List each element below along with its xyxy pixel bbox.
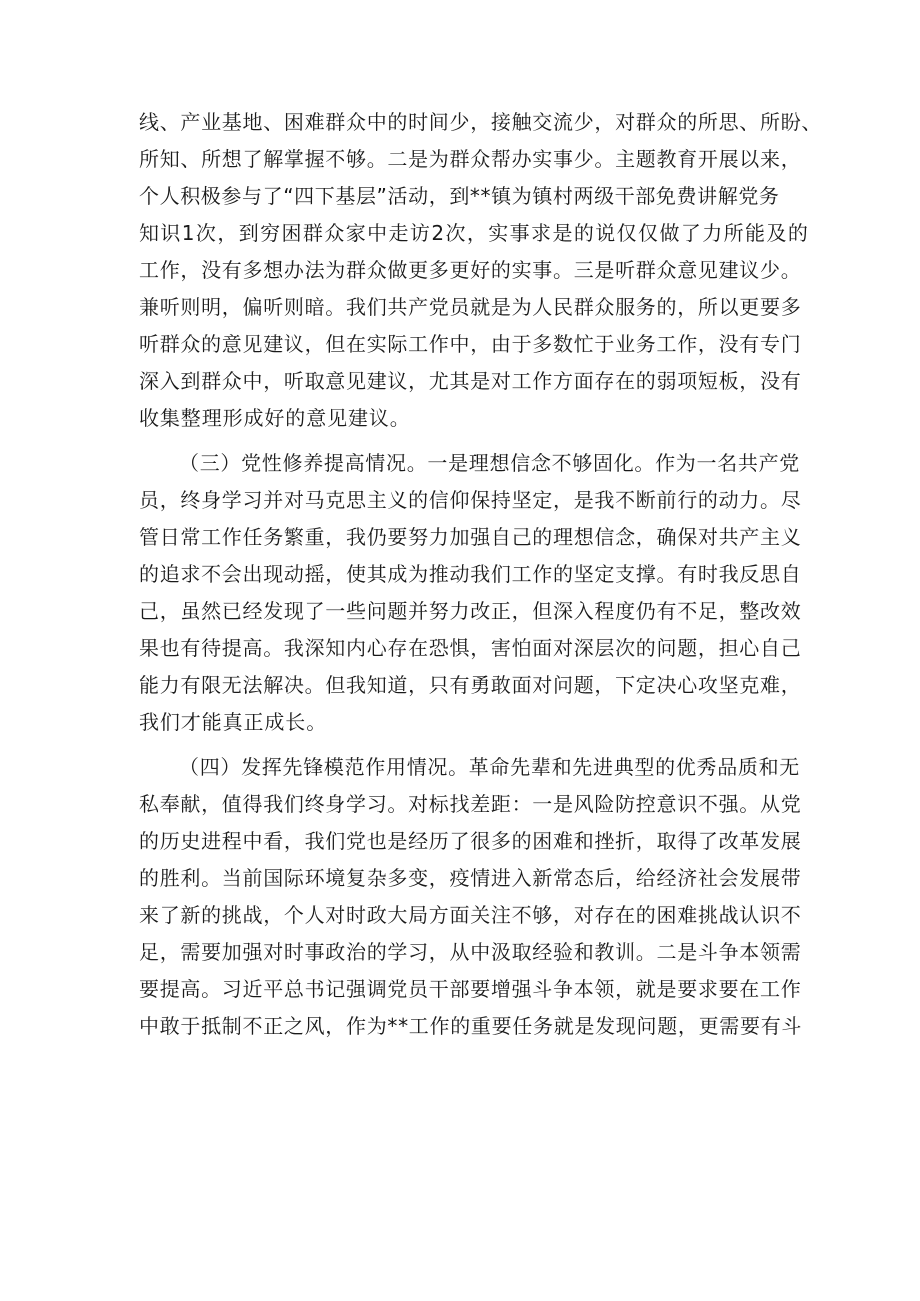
- paragraph-1: [139, 104, 823, 437]
- paragraph-line: 的胜利。当前国际环境复杂多变，疫情进入新常态后，给经济社会发展带: [139, 866, 802, 890]
- paragraph-line: 个人积极参与了“四下基层”活动，到**镇为镇村两级干部免费讲解党务: [139, 184, 780, 208]
- paragraph-line: （四）发挥先锋模范作用情况。革命先辈和先进典型的优秀品质和无: [179, 755, 800, 779]
- paragraph-line: 足，需要加强对时事政治的学习，从中汲取经验和教训。二是斗争本领需: [139, 940, 802, 964]
- paragraph-line: 所知、所想了解掌握不够。二是为群众帮办实事少。主题教育开展以来，: [139, 147, 802, 171]
- paragraph-line: 来了新的挑战，个人对时政大局方面关注不够，对存在的困难挑战认识不: [139, 903, 802, 927]
- paragraph-line: （三）党性修养提高情况。一是理想信念不够固化。作为一名共产党: [179, 451, 800, 475]
- paragraph-line: 管日常工作任务繁重，我仍要努力加强自己的理想信念，确保对共产主义: [139, 525, 802, 549]
- paragraph-line: 员，终身学习并对马克思主义的信仰保持坚定，是我不断前行的动力。尽: [139, 488, 802, 512]
- paragraph-line: 要提高。习近平总书记强调党员干部要增强斗争本领，就是要求要在工作: [139, 977, 802, 1001]
- paragraph-line: 中敢于抵制不正之风，作为**工作的重要任务就是发现问题，更需要有斗: [139, 1014, 803, 1038]
- paragraph-line: 私奉献，值得我们终身学习。对标找差距：一是风险防控意识不强。从党: [139, 792, 802, 816]
- paragraph-2: [139, 445, 802, 741]
- paragraph-line: 线、产业基地、困难群众中的时间少，接触交流少，对群众的所思、所盼、: [139, 110, 823, 134]
- paragraph-line: 的历史进程中看，我们党也是经历了很多的困难和挫折，取得了改革发展: [139, 829, 802, 853]
- document-body: [139, 104, 823, 1045]
- paragraph-line: 收集整理形成好的意见建议。: [139, 406, 411, 430]
- paragraph-line: 己，虽然已经发现了一些问题并努力改正，但深入程度仍有不足，整改效: [139, 599, 802, 623]
- paragraph-line: 能力有限无法解决。但我知道，只有勇敢面对问题，下定决心攻坚克难，: [139, 673, 802, 697]
- paragraph-line: 我们才能真正成长。: [139, 710, 328, 734]
- paragraph-line: 知识1次，到穷困群众家中走访2次，实事求是的说仅仅做了力所能及的: [139, 221, 810, 245]
- paragraph-line: 工作，没有多想办法为群众做更多更好的实事。三是听群众意见建议少。: [139, 258, 802, 282]
- paragraph-line: 的追求不会出现动摇，使其成为推动我们工作的坚定支撑。有时我反思自: [139, 562, 802, 586]
- paragraph-line: 兼听则明，偏听则暗。我们共产党员就是为人民群众服务的，所以更要多: [139, 295, 802, 319]
- paragraph-line: 听群众的意见建议，但在实际工作中，由于多数忙于业务工作，没有专门: [139, 332, 802, 356]
- paragraph-3: [139, 749, 803, 1045]
- paragraph-line: 果也有待提高。我深知内心存在恐惧，害怕面对深层次的问题，担心自己: [139, 636, 802, 660]
- paragraph-line: 深入到群众中，听取意见建议，尤其是对工作方面存在的弱项短板，没有: [139, 369, 802, 393]
